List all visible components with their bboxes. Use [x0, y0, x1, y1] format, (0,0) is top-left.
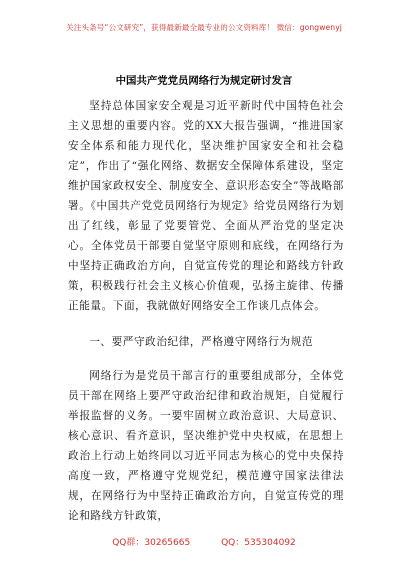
footer-qq: QQ：535304092: [221, 538, 296, 548]
paragraph-section-1: 网络行为是党员干部言行的重要组成部分，全体党员干部在网络上要严守政治纪律和政治规矩，自觉履行举报监督的义务。一要牢固树立政治意识、大局意识、核心意识、看齐意识，坚决维护党中央权威，在思想上政治上行动上始终同以习近平同志为核心的党中央保持高度一致，严格遵守党规党纪，模范遵守国家法律法规，在网络行为中坚持正确政治方向，自觉宣传党的理论和路线方针政策，: [68, 370, 344, 522]
header-banner: 关注头条号“公文研究”，获得最新最全最专业的公文资料库！ 微信：gongwenyj: [66, 23, 342, 32]
footer-contact: [0, 535, 408, 548]
paragraph-intro: 坚持总体国家安全观是习近平新时代中国特色社会主义思想的重要内容。党的XX大报告强调，“推进国家安全体系和能力现代化，坚决维护国家安全和社会稳定”，作出了“强化网络、数据安全保障体系建设，坚定维护国家政权安全、制度安全、意识形态安全”等战略部署。《中国共产党党员网络行为规定》给党员网络行为划出了红线，彰显了党要管党、全面从严治党的坚定决心。全体党员干部要自觉坚守原则和底线，在网络行为中坚持正确政治方向，自觉宣传党的理论和路线方针政策，积极践行社会主义核心价值观，弘扬主旋律、传播正能量。下面，我就做好网络安全工作谈几点体会。: [68, 100, 344, 312]
document-title: 中国共产党党员网络行为规定研讨发言: [115, 75, 293, 87]
footer-qq-group: QQ群：30265665: [112, 538, 191, 548]
section-heading-1: 一、要严守政治纪律，严格遵守网络行为规范: [89, 336, 314, 348]
